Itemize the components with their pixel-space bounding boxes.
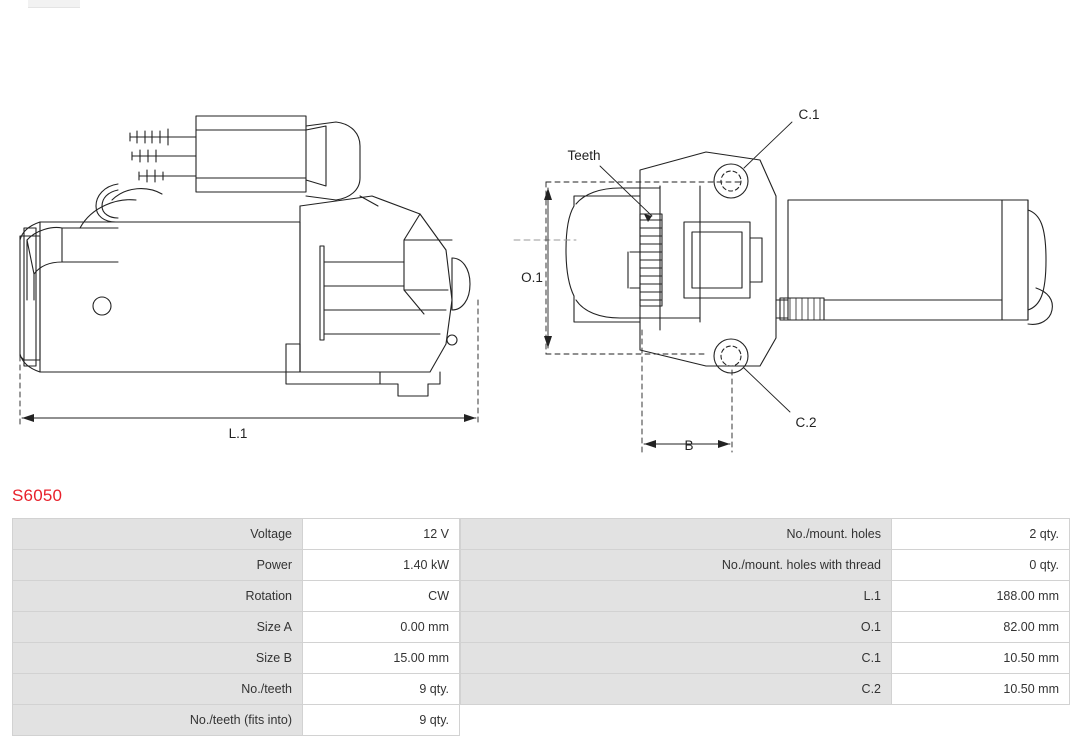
spec-table-left	[12, 518, 460, 736]
spec-label: Voltage	[13, 519, 303, 550]
spec-label: C.2	[461, 674, 892, 705]
label-c2: C.2	[795, 415, 817, 430]
spec-label: No./teeth	[13, 674, 303, 705]
spec-value: 12 V	[303, 519, 460, 550]
table-row	[461, 519, 1070, 550]
label-teeth: Teeth	[567, 148, 601, 163]
spec-empty-cell	[892, 705, 1070, 736]
table-row	[13, 705, 460, 736]
spec-right-body	[461, 519, 1070, 737]
table-row	[461, 643, 1070, 674]
table-row	[13, 612, 460, 643]
spec-value: 15.00 mm	[303, 643, 460, 674]
side-view-drawing	[20, 116, 478, 424]
spec-value: 0.00 mm	[303, 612, 460, 643]
spec-value: 10.50 mm	[892, 643, 1070, 674]
spec-label: L.1	[461, 581, 892, 612]
spec-value: 82.00 mm	[892, 612, 1070, 643]
label-b: B	[684, 438, 694, 453]
spec-value: CW	[303, 581, 460, 612]
table-row	[461, 612, 1070, 643]
spec-label: C.1	[461, 643, 892, 674]
spec-label: Size A	[13, 612, 303, 643]
label-c1: C.1	[798, 107, 820, 122]
spec-table-right	[460, 518, 1070, 736]
spec-value: 1.40 kW	[303, 550, 460, 581]
table-row	[461, 674, 1070, 705]
spec-label: Rotation	[13, 581, 303, 612]
spec-value: 188.00 mm	[892, 581, 1070, 612]
table-row	[461, 550, 1070, 581]
spec-value: 2 qty.	[892, 519, 1070, 550]
spec-value: 0 qty.	[892, 550, 1070, 581]
spec-value: 9 qty.	[303, 674, 460, 705]
table-row	[13, 519, 460, 550]
label-o1: O.1	[521, 270, 543, 285]
table-row	[13, 550, 460, 581]
spec-label: No./teeth (fits into)	[13, 705, 303, 736]
table-row	[13, 674, 460, 705]
label-l1: L.1	[228, 426, 248, 441]
spec-label: No./mount. holes	[461, 519, 892, 550]
table-row-empty	[461, 705, 1070, 736]
spec-left-body	[13, 519, 460, 736]
table-row	[461, 581, 1070, 612]
spec-label: Size B	[13, 643, 303, 674]
spec-label: No./mount. holes with thread	[461, 550, 892, 581]
spec-label: Power	[13, 550, 303, 581]
specifications	[12, 518, 1068, 736]
part-number: S6050	[12, 486, 63, 505]
spec-value: 10.50 mm	[892, 674, 1070, 705]
end-view-drawing	[514, 122, 1052, 452]
spec-label: O.1	[461, 612, 892, 643]
spec-value: 9 qty.	[303, 705, 460, 736]
table-row	[13, 643, 460, 674]
spec-empty-cell	[461, 705, 892, 736]
table-row	[13, 581, 460, 612]
